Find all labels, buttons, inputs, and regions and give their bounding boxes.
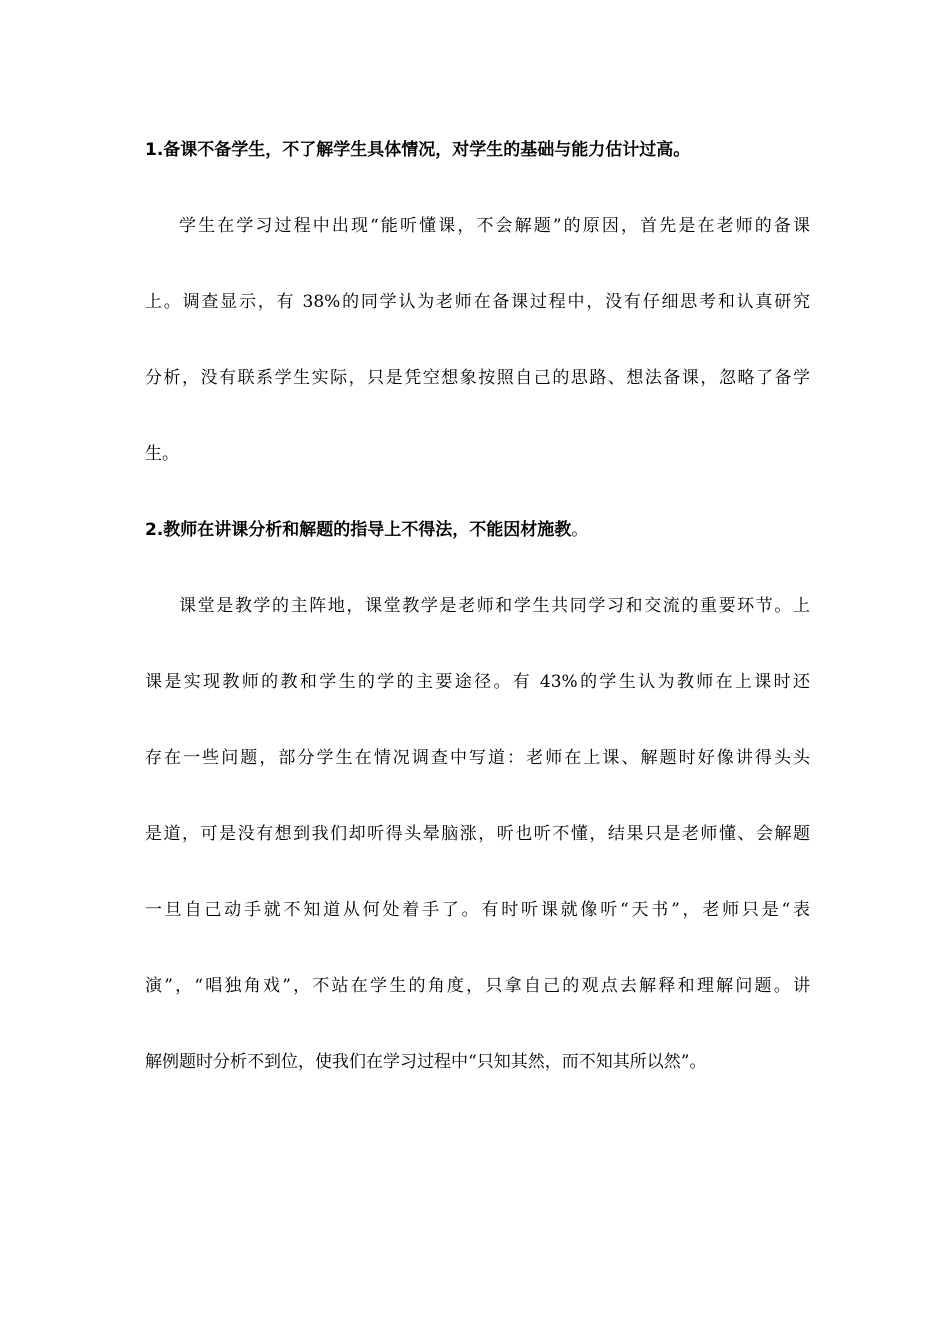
- paragraph-line: 上。调查显示，有 38%的同学认为老师在备课过程中，没有仔细思考和认真研究: [145, 292, 810, 312]
- paragraph-line: 分析，没有联系学生实际，只是凭空想象按照自己的思路、想法备课，忽略了备学: [145, 368, 810, 388]
- section-1-heading: [145, 130, 810, 170]
- paragraph-line: 一旦自己动手就不知道从何处着手了。有时听课就像听“天书”，老师只是“表: [145, 900, 810, 920]
- section-1-paragraph: [145, 206, 810, 474]
- section-2-paragraph: [145, 586, 810, 1082]
- paragraph-line: 解例题时分析不到位，使我们在学习过程中“只知其然，而不知其所以然”。: [145, 1052, 707, 1072]
- paragraph-line: 存在一些问题，部分学生在情况调查中写道：老师在上课、解题时好像讲得头头: [145, 748, 810, 768]
- section-2-heading: [145, 510, 810, 550]
- paragraph-line: 课堂是教学的主阵地，课堂教学是老师和学生共同学习和交流的重要环节。上: [179, 596, 810, 616]
- document-page: [145, 130, 810, 1118]
- paragraph-line: 是道，可是没有想到我们却听得头晕脑涨，听也听不懂，结果只是老师懂、会解题: [145, 824, 810, 844]
- section-1-heading-text: 1.备课不备学生，不了解学生具体情况，对学生的基础与能力估计过高。: [145, 140, 691, 160]
- paragraph-line: 课是实现教师的教和学生的学的主要途径。有 43%的学生认为教师在上课时还: [145, 672, 810, 692]
- paragraph-line: 演”，“唱独角戏”，不站在学生的角度，只拿自己的观点去解释和理解问题。讲: [145, 976, 810, 996]
- section-2-heading-text: 2.教师在讲课分析和解题的指导上不得法，不能因材施教: [145, 520, 572, 540]
- section-2-heading-tail: 。: [571, 520, 589, 540]
- paragraph-line: 学生在学习过程中出现“能听懂课，不会解题”的原因，首先是在老师的备课: [179, 216, 810, 236]
- paragraph-line: 生。: [145, 444, 179, 464]
